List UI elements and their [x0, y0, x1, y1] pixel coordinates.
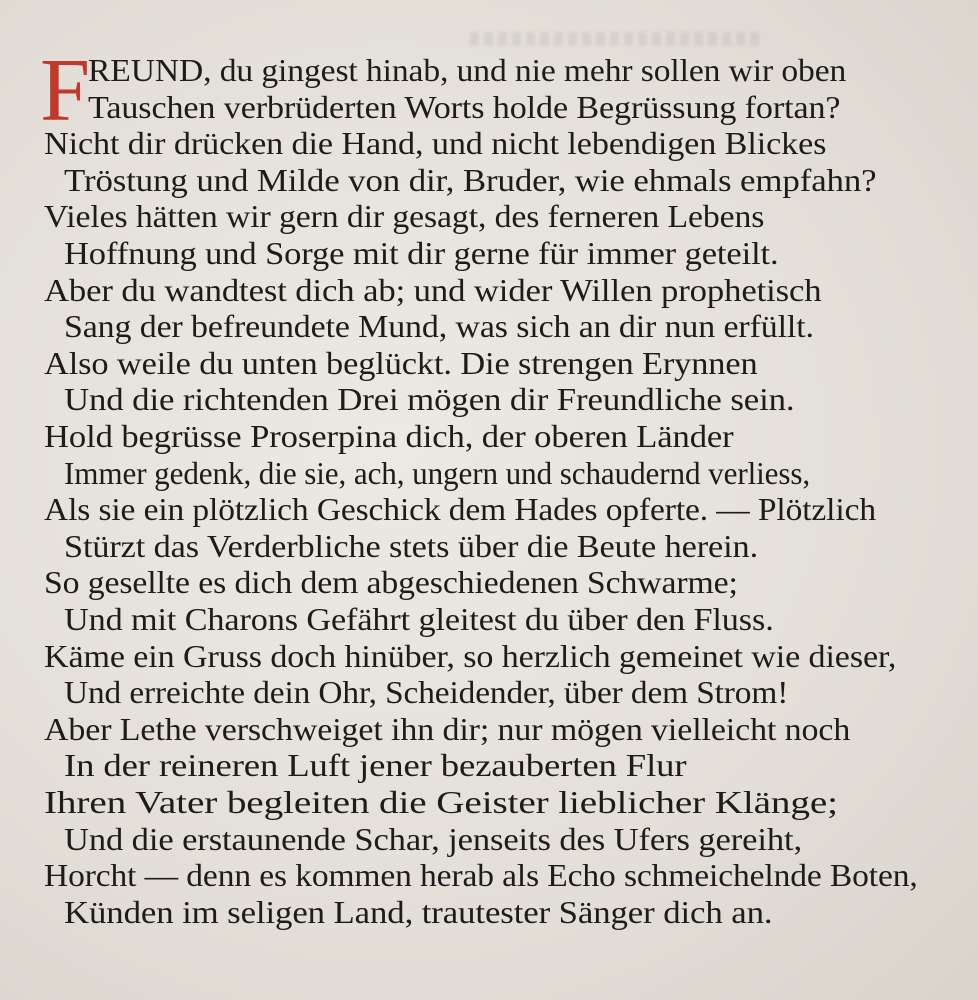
poem-line: Stürzt das Verderbliche stets über die Beute herein.: [64, 528, 759, 564]
poem-line: Tauschen verbrüderten Worts holde Begrüssung fortan?: [88, 89, 841, 125]
poem-line: Also weile du unten beglückt. Die strengen Erynnen: [44, 345, 758, 381]
poem-line: In der reineren Luft jener bezauberten Flur: [64, 748, 687, 784]
poem-line: Hoffnung und Sorge mit dir gerne für immer geteilt.: [64, 236, 779, 271]
poem-line: Aber Lethe verschweiget ihn dir; nur mögen vielleicht noch: [44, 711, 851, 747]
poem-line: Horcht — denn es kommen herab als Echo schmeichelnde Boten,: [44, 858, 918, 894]
poem-line: Und mit Charons Gefährt gleitest du über den Fluss.: [64, 602, 774, 637]
poem-line: Sang der befreundete Mund, was sich an dir nun erfüllt.: [64, 309, 814, 345]
poem-line: Hold begrüsse Proserpina dich, der oberen Länder: [44, 419, 734, 454]
poem-line: Nicht dir drücken die Hand, und nicht lebendigen Blickes: [44, 126, 827, 162]
poem-line: REUND, du gingest hinab, und nie mehr sollen wir oben: [88, 53, 847, 88]
poem-line: Als sie ein plötzlich Geschick dem Hades opferte. — Plötzlich: [44, 492, 876, 528]
poem-line: Und erreichte dein Ohr, Scheidender, über dem Strom!: [64, 675, 789, 711]
poem-line: Käme ein Gruss doch hinüber, so herzlich gemeinet wie dieser,: [44, 638, 897, 674]
poem-line: Und die erstaunende Schar, jenseits des Ufers gereiht,: [64, 821, 803, 857]
drop-cap: F: [40, 41, 91, 140]
poem-line: Tröstung und Milde von dir, Bruder, wie ehmals empfahn?: [64, 162, 877, 198]
poem-line: Immer gedenk, die sie, ach, ungern und schaudernd verliess,: [64, 455, 811, 491]
poem-line: So gesellte es dich dem abgeschiedenen Schwarme;: [44, 565, 738, 601]
poem-line: Künden im seligen Land, trautester Sänger dich an.: [64, 894, 773, 930]
show-through-text: [470, 32, 760, 46]
poem-line: Und die richtenden Drei mögen dir Freundliche sein.: [64, 382, 795, 418]
poem-line: Aber du wandtest dich ab; und wider Willen prophetisch: [44, 272, 822, 308]
poem-line: Ihren Vater begleiten die Geister lieblicher Klänge;: [44, 785, 838, 820]
poem-line: Vieles hätten wir gern dir gesagt, des ferneren Lebens: [44, 199, 765, 235]
